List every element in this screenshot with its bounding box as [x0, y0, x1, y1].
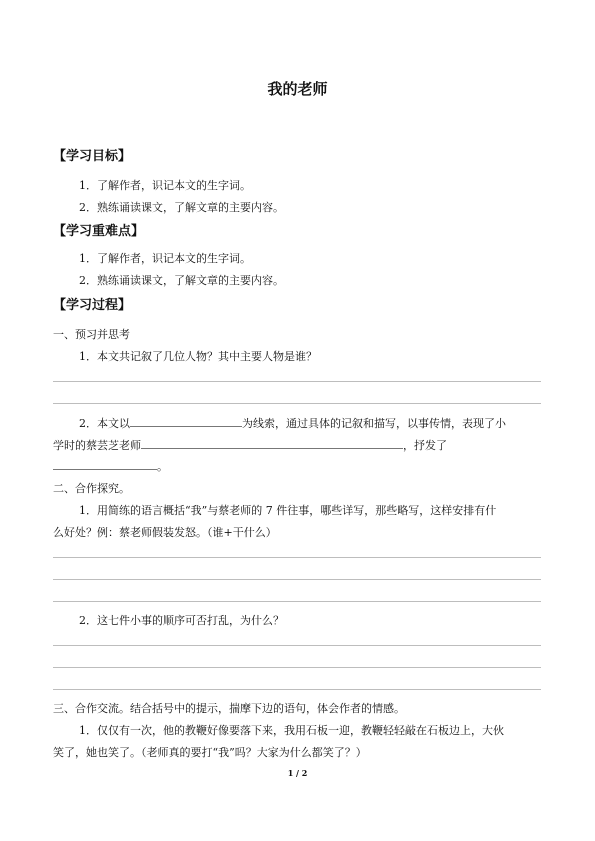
part1-question-2-line1	[79, 414, 506, 431]
page-number: 1 / 2	[287, 768, 308, 778]
fill-blank-clue[interactable]	[130, 414, 242, 427]
goal-item: 1．了解作者，识记本文的生字词。	[79, 179, 251, 192]
answer-line[interactable]	[53, 667, 541, 668]
answer-line[interactable]	[53, 579, 541, 580]
q2-text-e: 。	[157, 460, 168, 473]
part3-question-1-line2: 笑了，她也笑了。（老师真的要打“我”吗？大家为什么都笑了？）	[53, 746, 367, 759]
part2-heading: 二、合作探究。	[53, 482, 130, 495]
section-heading-process: 【学习过程】	[53, 298, 132, 313]
answer-line[interactable]	[53, 601, 541, 602]
key-point-item: 2．熟练诵读课文，了解文章的主要内容。	[79, 274, 284, 287]
answer-line[interactable]	[53, 689, 541, 690]
answer-line[interactable]	[53, 645, 541, 646]
fill-blank-teacher[interactable]	[141, 436, 403, 449]
part1-question-2-line3	[53, 457, 168, 474]
part2-question-1-line2: 么好处？例：蔡老师假装发怒。（谁+干什么）	[53, 526, 277, 539]
fill-blank-feeling[interactable]	[53, 457, 157, 470]
part3-heading: 三、合作交流。结合括号中的提示，揣摩下边的语句，体会作者的情感。	[53, 702, 405, 715]
section-heading-key-points: 【学习重难点】	[53, 224, 145, 239]
part1-question-2-line2	[53, 436, 447, 453]
answer-line[interactable]	[53, 381, 541, 382]
q2-text-d: ，抒发了	[403, 439, 447, 452]
part2-question-1-line1: 1．用简练的语言概括“我”与蔡老师的 7 件往事，哪些详写，那些略写，这样安排有什	[79, 504, 497, 517]
q2-text-b: 为线索，通过具体的记叙和描写，以事传情，表现了小	[242, 417, 506, 430]
key-point-item: 1．了解作者，识记本文的生字词。	[79, 252, 251, 265]
part1-question-1: 1．本文共记叙了几位人物？其中主要人物是谁？	[79, 350, 317, 363]
section-heading-goals: 【学习目标】	[53, 149, 132, 164]
goal-item: 2．熟练诵读课文，了解文章的主要内容。	[79, 201, 284, 214]
q2-text-a: 2．本文以	[79, 417, 130, 430]
part2-question-2: 2．这七件小事的顺序可否打乱，为什么？	[79, 614, 284, 627]
answer-line[interactable]	[53, 557, 541, 558]
q2-text-c: 学时的蔡芸芝老师	[53, 439, 141, 452]
page-title: 我的老师	[267, 80, 328, 98]
part1-heading: 一、预习并思考	[53, 328, 130, 341]
answer-line[interactable]	[53, 403, 541, 404]
part3-question-1-line1: 1．仅仅有一次，他的教鞭好像要落下来，我用石板一迎，教鞭轻轻敲在石板边上，大伙	[79, 724, 504, 737]
